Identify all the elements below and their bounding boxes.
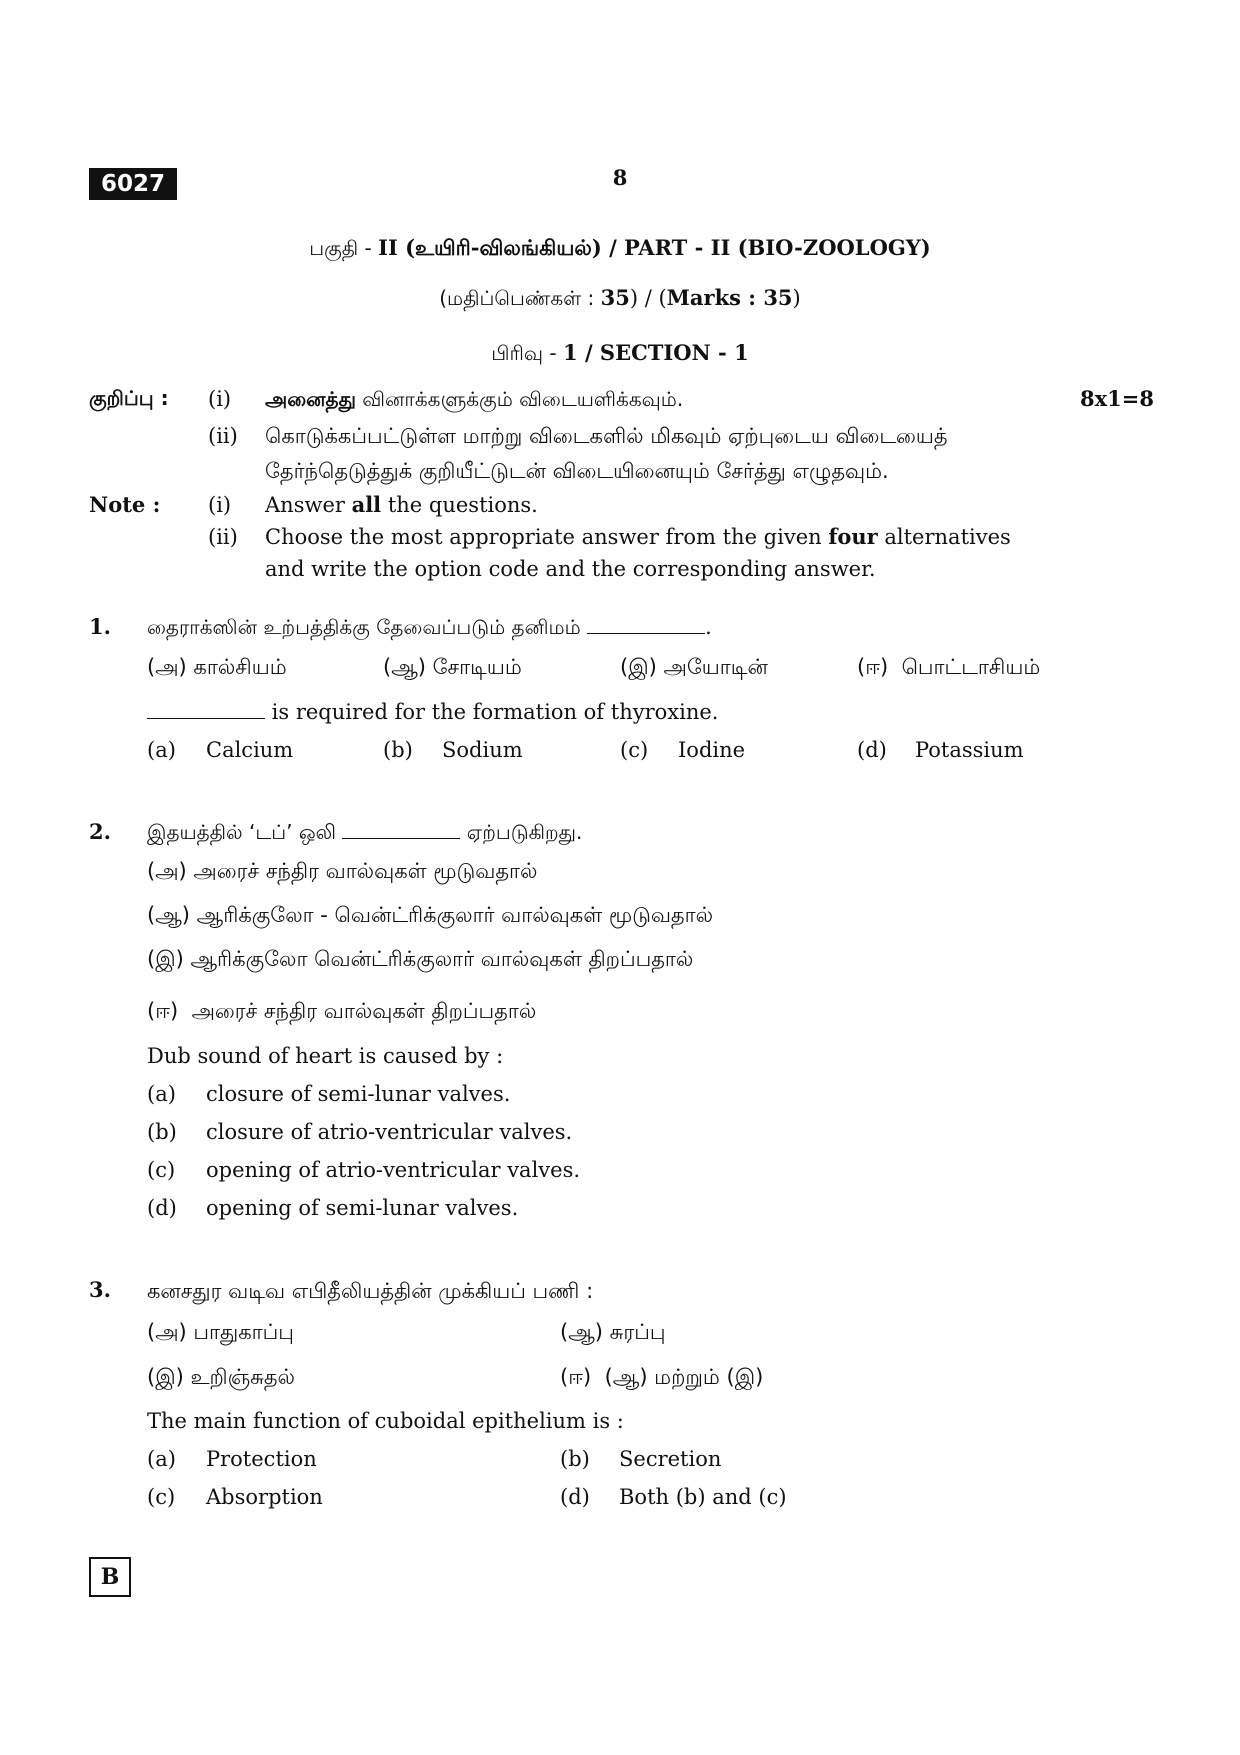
q2-en-opt-a-label: (a) (147, 1082, 176, 1106)
option-label: (அ) (147, 1320, 187, 1344)
q2-en-opt-b-label: (b) (147, 1120, 177, 1144)
note-ta-i-rest: வினாக்களுக்கும் விடையளிக்கவும். (355, 387, 684, 411)
option-text: பொட்டாசியம் (901, 655, 1041, 679)
q1-ta-opt-c (620, 652, 768, 682)
note-en-ii-pre: Choose the most appropriate answer from the given (265, 525, 829, 549)
question-3-en: The main function of cuboidal epithelium is : (147, 1409, 624, 1433)
page-number: 8 (612, 165, 628, 190)
q1-en-opt-c-text: Iodine (678, 738, 746, 762)
q3-en-opt-c-text: Absorption (206, 1485, 323, 1509)
note-en-i-number: (i) (208, 493, 232, 517)
option-text: (ஆ) மற்றும் (இ) (604, 1365, 764, 1389)
option-text: சோடியம் (432, 655, 522, 679)
marks-end: ) (792, 286, 801, 310)
marks-en: Marks : 35 (666, 285, 793, 310)
question-1-en (147, 697, 718, 727)
note-en-ii-post: alternatives (877, 525, 1011, 549)
question-2-ta-pre: இதயத்தில் ‘டப்’ ஒலி (147, 820, 343, 844)
note-ta-ii-line2: தேர்ந்தெடுத்துக் குறியீட்டுடன் விடையினையும் சேர்த்து எழுதவும். (265, 459, 889, 483)
marks-line (0, 285, 1240, 313)
note-ta-i-text (265, 384, 683, 414)
question-2-ta (147, 817, 582, 847)
part-title (0, 235, 1240, 263)
q2-en-opt-c-text: opening of atrio-ventricular valves. (206, 1158, 581, 1182)
answer-blank (147, 700, 265, 719)
note-en-i-post: the questions. (381, 493, 538, 517)
q1-en-opt-a-label: (a) (147, 738, 176, 762)
option-text: கால்சியம் (193, 655, 287, 679)
option-label: (ஈ) (560, 1365, 592, 1389)
q1-en-opt-d-text: Potassium (915, 738, 1024, 762)
part-title-ta-prefix: பகுதி - (309, 236, 379, 260)
question-3-number: 3. (89, 1277, 111, 1302)
answer-blank (342, 820, 460, 839)
q3-en-opt-d-text: Both (b) and (c) (619, 1485, 787, 1509)
q2-en-opt-a-text: closure of semi-lunar valves. (206, 1082, 511, 1106)
note-ta-ii-number: (ii) (208, 424, 238, 448)
option-label: (இ) (147, 1365, 184, 1389)
note-en-ii-number: (ii) (208, 525, 238, 549)
note-en-i-pre: Answer (265, 493, 352, 517)
option-label: (ஈ) (857, 655, 889, 679)
q1-ta-opt-d (857, 652, 1040, 682)
option-text: ஆரிக்குலோ வென்ட்ரிக்குலார் வால்வுகள் திறப்பதால் (190, 947, 694, 971)
option-label: (ஆ) (383, 655, 426, 679)
question-1-ta (147, 612, 712, 642)
section-en: 1 / SECTION - 1 (563, 340, 749, 365)
option-label: (ஈ) (147, 999, 179, 1023)
option-text: அயோடின் (663, 655, 768, 679)
marks-separator: ) / ( (629, 286, 667, 310)
q3-en-opt-a-text: Protection (206, 1447, 317, 1471)
question-1-number: 1. (89, 614, 111, 639)
marks-ta: (மதிப்பெண்கள் : (439, 286, 601, 310)
answer-blank (587, 615, 705, 634)
section-heading (0, 340, 1240, 368)
booklet-type-box: B (89, 1557, 131, 1597)
q2-ta-opt-d (147, 996, 536, 1026)
note-en-i-text (265, 490, 538, 520)
question-3-ta: கனசதுர வடிவ எபிதீலியத்தின் முக்கியப் பணி : (147, 1279, 594, 1303)
option-label: (இ) (147, 947, 184, 971)
section-ta: பிரிவு - (491, 341, 564, 365)
option-text: அரைச் சந்திர வால்வுகள் திறப்பதால் (191, 999, 537, 1023)
q3-ta-opt-b (560, 1317, 665, 1347)
q2-ta-opt-a (147, 856, 537, 886)
q3-ta-opt-a (147, 1317, 294, 1347)
marks-ta-number: 35 (600, 285, 630, 310)
q3-ta-opt-d (560, 1362, 763, 1392)
q1-ta-opt-a (147, 652, 287, 682)
q3-en-opt-d-label: (d) (560, 1485, 590, 1509)
option-text: சுரப்பு (609, 1320, 666, 1344)
note-en-ii-line1 (265, 522, 1011, 552)
note-ta-ii-line1: கொடுக்கப்பட்டுள்ள மாற்று விடைகளில் மிகவும் ஏற்புடைய விடையைத் (265, 424, 948, 448)
note-en-ii-bold: four (828, 524, 878, 549)
q1-en-opt-b-text: Sodium (442, 738, 523, 762)
q3-en-opt-b-text: Secretion (619, 1447, 722, 1471)
option-label: (அ) (147, 655, 187, 679)
option-text: பாதுகாப்பு (193, 1320, 294, 1344)
q2-en-opt-b-text: closure of atrio-ventricular valves. (206, 1120, 573, 1144)
option-label: (ஆ) (147, 903, 190, 927)
option-text: உறிஞ்சுதல் (190, 1365, 295, 1389)
q1-en-opt-b-label: (b) (383, 738, 413, 762)
q1-en-opt-d-label: (d) (857, 738, 887, 762)
q3-ta-opt-c (147, 1362, 295, 1392)
option-text: அரைச் சந்திர வால்வுகள் மூடுவதால் (193, 859, 538, 883)
question-1-ta-pre: தைராக்ஸின் உற்பத்திக்கு தேவைப்படும் தனிமம் (147, 615, 588, 639)
q1-ta-opt-b (383, 652, 522, 682)
marks-allocation: 8x1=8 (1080, 386, 1154, 411)
question-2-en: Dub sound of heart is caused by : (147, 1044, 504, 1068)
q3-en-opt-c-label: (c) (147, 1485, 176, 1509)
note-en-label: Note : (89, 492, 161, 517)
q3-en-opt-a-label: (a) (147, 1447, 176, 1471)
q2-en-opt-d-text: opening of semi-lunar valves. (206, 1196, 519, 1220)
question-2-number: 2. (89, 819, 111, 844)
note-en-i-bold: all (351, 492, 382, 517)
question-1-en-text: is required for the formation of thyroxine. (265, 700, 719, 724)
question-1-ta-post: . (705, 615, 712, 639)
part-title-bold: II (உயிரி-விலங்கியல்) / PART - II (BIO-ZOOLOGY) (378, 235, 931, 260)
note-ta-i-bold: அனைத்து (265, 387, 356, 411)
q2-ta-opt-b (147, 900, 713, 930)
note-ta-label: குறிப்பு : (89, 386, 169, 410)
q2-en-opt-d-label: (d) (147, 1196, 177, 1220)
paper-code-badge: 6027 (89, 168, 177, 200)
option-label: (ஆ) (560, 1320, 603, 1344)
option-text: ஆரிக்குலோ - வென்ட்ரிக்குலார் வால்வுகள் மூடுவதால் (196, 903, 714, 927)
question-2-ta-post: ஏற்படுகிறது. (460, 820, 583, 844)
q1-en-opt-c-label: (c) (620, 738, 649, 762)
option-label: (அ) (147, 859, 187, 883)
note-ta-i-number: (i) (208, 387, 232, 411)
q2-ta-opt-c (147, 944, 693, 974)
q3-en-opt-b-label: (b) (560, 1447, 590, 1471)
option-label: (இ) (620, 655, 657, 679)
note-en-ii-line2: and write the option code and the corresponding answer. (265, 557, 876, 581)
q1-en-opt-a-text: Calcium (206, 738, 294, 762)
q2-en-opt-c-label: (c) (147, 1158, 176, 1182)
